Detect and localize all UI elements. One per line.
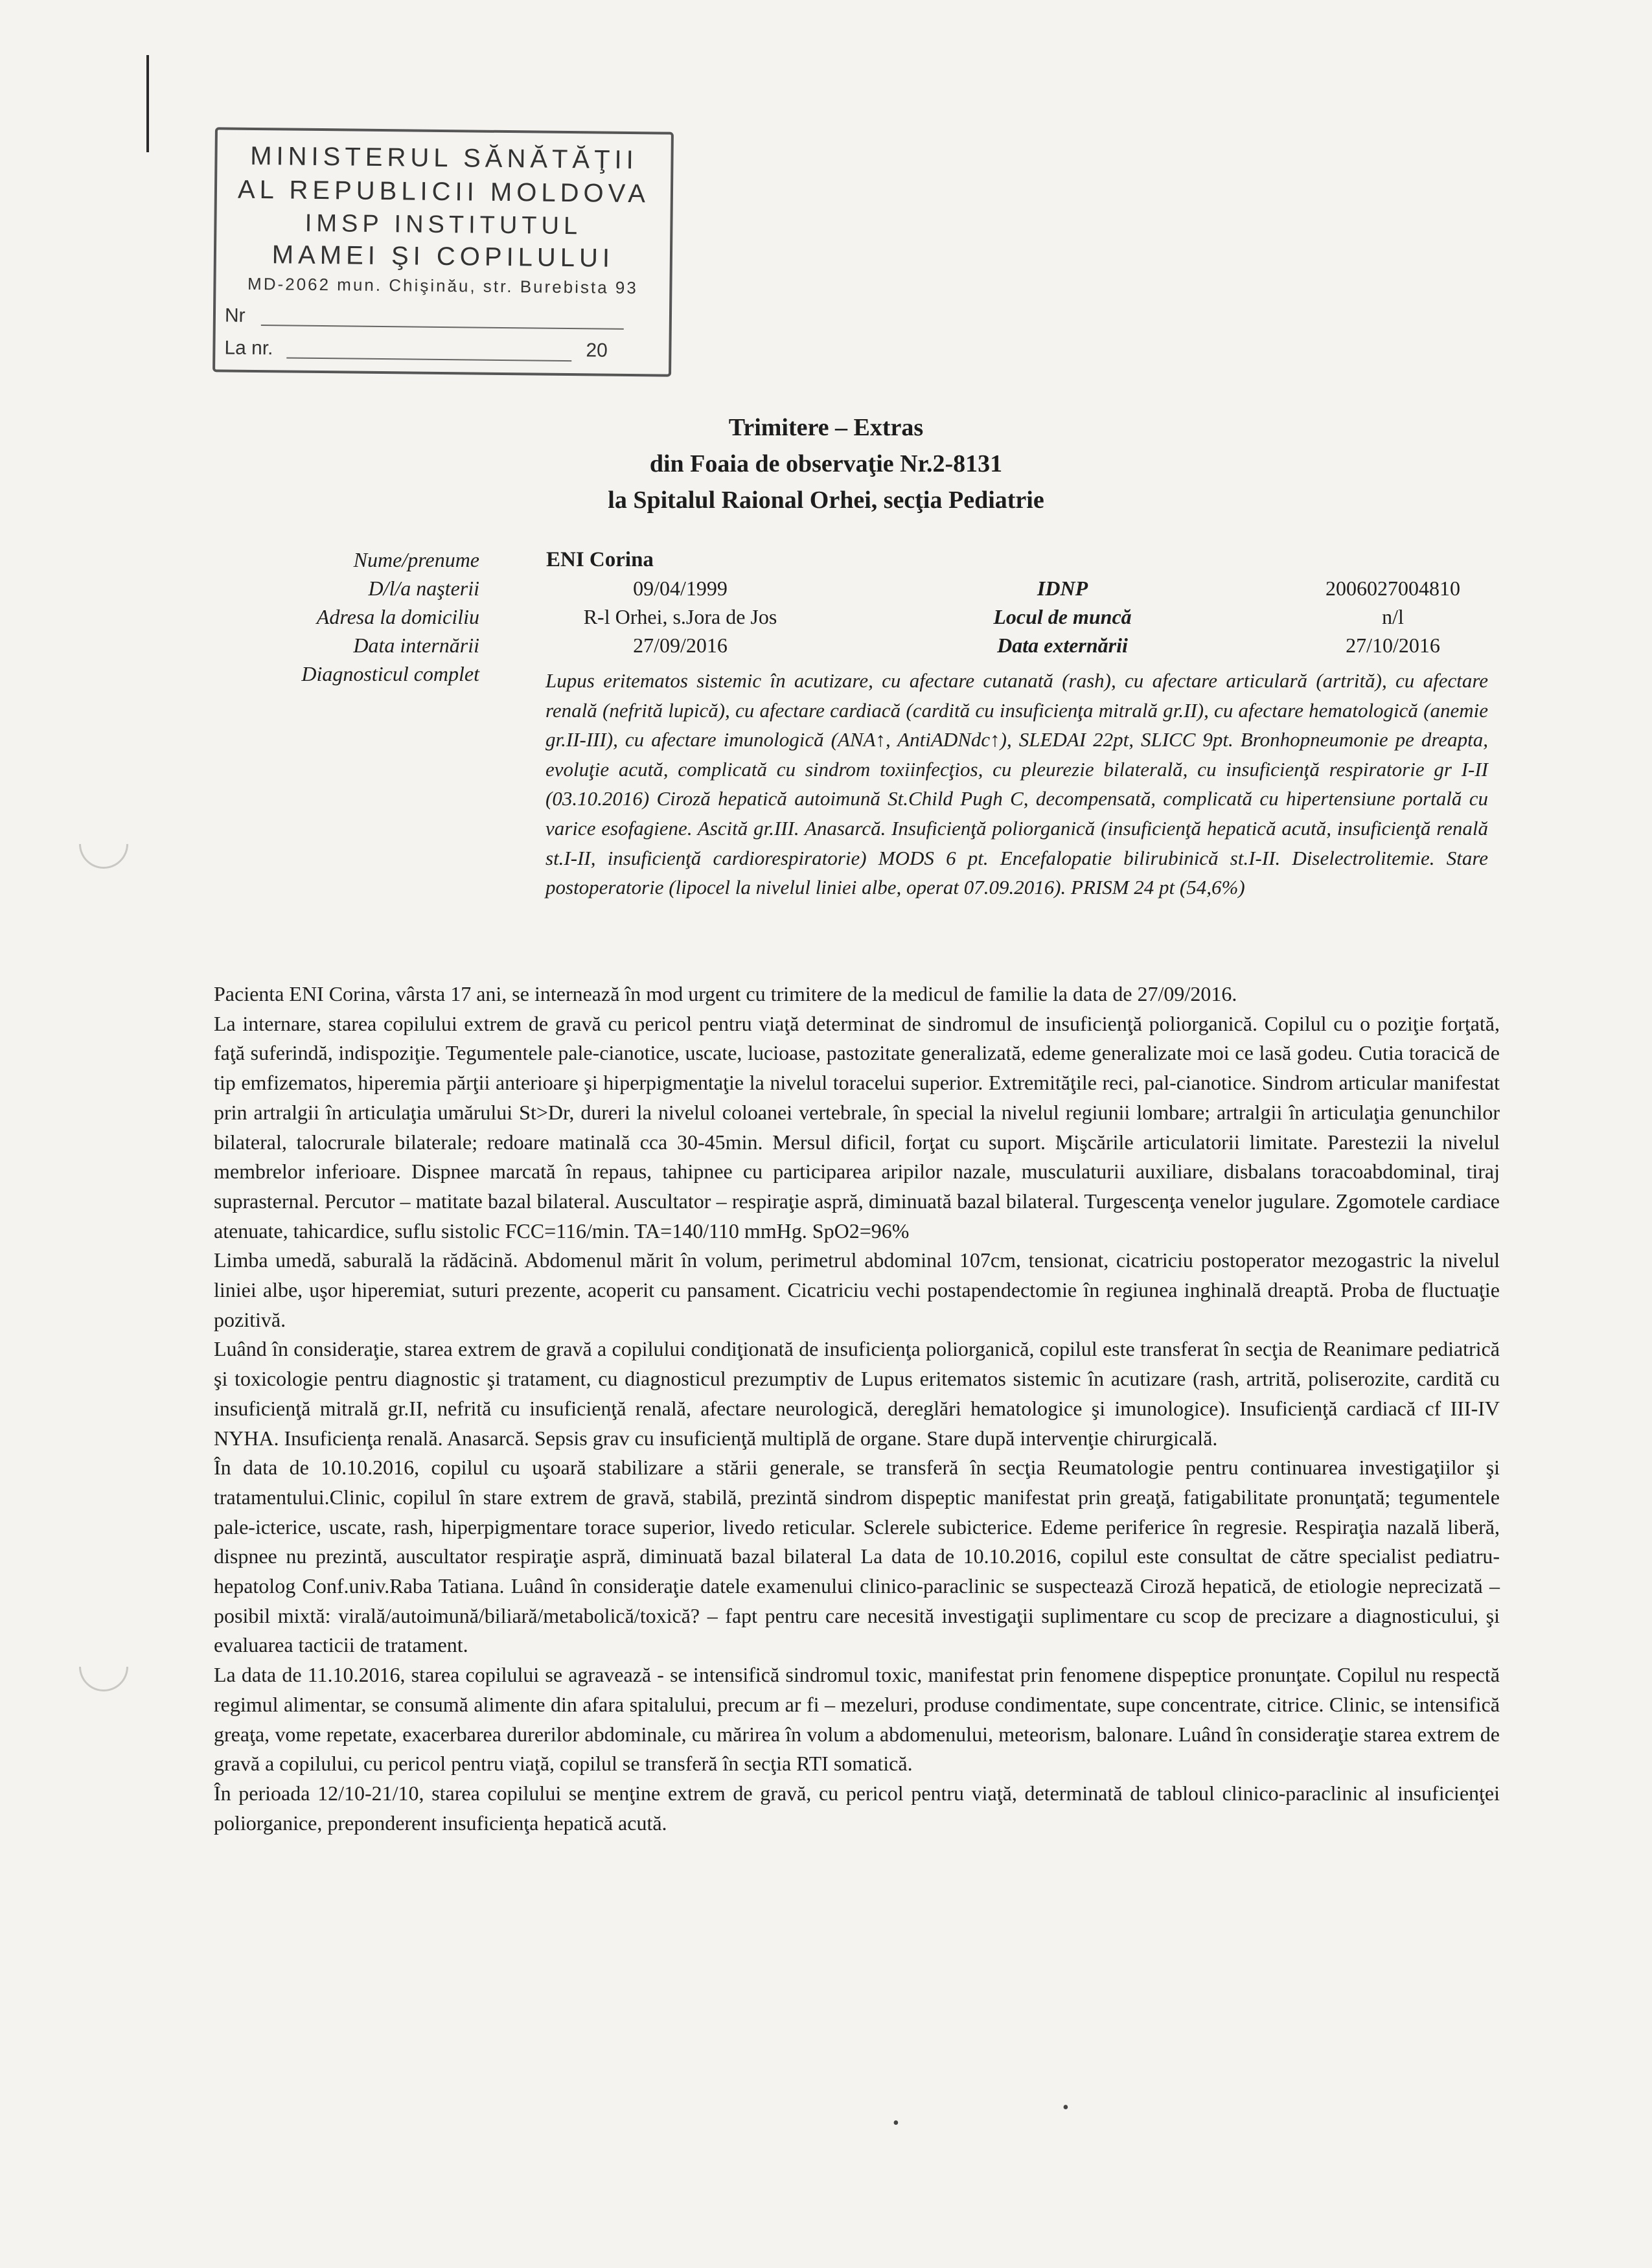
discharge-date-value: 27/10/2016 xyxy=(1346,634,1440,657)
discharge-date-label: Data externării xyxy=(997,634,1128,657)
dob-value: 09/04/1999 xyxy=(633,577,728,600)
stamp-line: AL REPUBLICII MOLDOVA xyxy=(237,175,650,209)
punch-hole-mark xyxy=(69,809,138,878)
name-label: Nume/prenume xyxy=(353,548,479,571)
document-subtitle: la Spitalul Raional Orhei, secţia Pediatrie xyxy=(608,487,1044,514)
institution-stamp xyxy=(212,127,674,376)
document-subtitle: din Foaia de observaţie Nr.2-8131 xyxy=(649,450,1003,477)
stamp-address: MD-2062 mun. Chişinău, str. Burebista 93 xyxy=(247,273,638,298)
stamp-line: IMSP INSTITUTUL xyxy=(304,209,582,240)
workplace-value: n/l xyxy=(1382,605,1404,628)
margin-mark xyxy=(146,55,149,152)
diagnosis-label: Diagnosticul complet xyxy=(301,662,479,685)
admit-date-label: Data internării xyxy=(353,634,479,657)
narrative-paragraph: La data de 11.10.2016, starea copilului se agravează - se intensifică sindromul toxic, manifestat prin fenomene dispeptice pronunţate. Copilul nu respectă regimul alimentar, se consumă alimente din afara spitalului, precum ar fi – mezeluri, produse condimentate, supe concentrate, citrice. Clinic, se intensifică greaţa, vome repetate, exacerbarea durerilor abdominale, cu mărirea în volum a abdomenului, meteorism, balonare. Luând în consideraţie starea extrem de gravă a copilului, cu pericol pentru viaţă, copilul se transferă în secţia RTI somatică. xyxy=(214,1663,1500,1776)
idnp-value: 2006027004810 xyxy=(1325,577,1460,600)
narrative-paragraph: În perioada 12/10-21/10, starea copilului se menţine extrem de gravă, cu pericol pentru viaţă, determinată de tabloul clinico-paraclinic al insuficienţei poliorganice, preponderent insuficienţa hepatică acută. xyxy=(214,1781,1500,1835)
stamp-rule xyxy=(261,325,624,330)
patient-name: ENI Corina xyxy=(546,548,654,571)
narrative-paragraph: În data de 10.10.2016, copilul cu uşoară stabilizare a stării generale, se transferă în secţia Reumatologie pentru continuarea investigaţiilor şi tratamentului.Clinic, copilul în stare extrem de gravă, stabilă, prezintă sindrom dispeptic manifestat prin greaţă, fatigabilitate pronunţată; tegumentele pale-icterice, uscate, rash, hiperpigmentare torace superior, livedo reticular. Sclerele subicterice. Edeme periferice în regresie. Respiraţia nazală liberă, dispnee nu prezintă, auscultator respiraţie aspră, diminuată bazal bilateral La data de 10.10.2016, copilul este consultat de către specialist pediatru-hepatolog Conf.univ.Raba Tatiana. Luând în consideraţie datele examenului clinico-paraclinic se suspectează Ciroză hepatică, de etiologie neprecizată – posibil mixtă: virală/autoimună/biliară/metabolică/toxică? – fapt pentru care necesită investigaţii suplimentare cu scop de precizare a diagnosticului, şi evaluarea tacticii de tratament. xyxy=(214,1456,1500,1657)
narrative-paragraph: La internare, starea copilului extrem de gravă cu pericol pentru viaţă determinat de sindromul de insuficienţă poliorganică. Copilul cu o poziţie forţată, faţă suferindă, indispoziţie. Tegumentele pale-cianotice, uscate, lucioase, pastozitate generalizată, edeme generalizate moi ce lasă godeu. Cutia toracică de tip emfizematos, hiperemia părţii anterioare şi hiperpigmentaţie la nivelul toracelui superior. Extremităţile reci, pal-cianotice. Sindrom articular manifestat prin artralgii în articulaţia umărului St>Dr, dureri la nivelul coloanei vertebrale, în special la nivelul regiunii lombare; artralgii în articulaţia genunchilor bilateral, talocrurale bilaterale; redoare matinală cca 30-45min. Mersul dificil, forţat cu suport. Mişcările articulatorii limitate. Parestezii la nivelul membrelor inferioare. Dispnee marcată în repaus, tahipnee cu participarea aripilor nazale, musculaturii auxiliare, disbalans toracoabdominal, tiraj suprasternal. Percutor – matitate bazal bilateral. Auscultator – respiraţie aspră, diminuată bazal bilateral. Turgescenţa venelor jugulare. Zgomotele cardiace atenuate, tahicardice, suflu sistolic FCC=116/min. TA=140/110 mmHg. SpO2=96% xyxy=(214,1011,1500,1243)
case-narrative xyxy=(214,979,1500,1838)
address-label: Adresa la domiciliu xyxy=(316,605,479,628)
narrative-paragraph: Pacienta ENI Corina, vârsta 17 ani, se internează în mod urgent cu trimitere de la medicul de familie la data de 27/09/2016. xyxy=(214,982,1237,1005)
stamp-number: 20 xyxy=(586,339,608,361)
narrative-paragraph: Luând în consideraţie, starea extrem de gravă a copilului condiţionată de insuficienţa poliorganică, copilul este transferat în secţia de Reanimare pediatrică şi toxicologie pentru diagnostic şi tratament, cu diagnosticul prezumptiv de Lupus eritematos sistemic în acutizare (rash, artrită, poliserozite, cardită cu insuficienţă mitrală gr.II, nefrită cu insuficienţă renală, afectare neurologică, dereglări hematologice şi imunologice). Insuficienţă cardiacă cf III-IV NYHA. Insuficienţa renală. Anasarcă. Sepsis grav cu insuficienţă multiplă de organe. Stare după intervenţie chirurgicală. xyxy=(214,1337,1500,1450)
workplace-label: Locul de muncă xyxy=(993,605,1132,628)
scan-speck: • xyxy=(1062,2098,1069,2118)
stamp-line: MAMEI ŞI COPILULUI xyxy=(271,240,615,273)
scan-speck: • xyxy=(893,2113,899,2133)
narrative-paragraph: Limba umedă, saburală la rădăcină. Abdomenul mărit în volum, perimetrul abdominal 107cm, tensionat, cicatriciu postoperator mezogastric la nivelul liniei albe, uşor hiperemiat, suturi prezente, acoperit cu pansament. Cicatriciu vechi postapendectomie în regiunea inghinală dreaptă. Proba de fluctuaţie pozitivă. xyxy=(214,1248,1500,1331)
dob-label: D/l/a naşterii xyxy=(368,577,479,600)
punch-hole-mark xyxy=(69,1632,138,1701)
stamp-rule xyxy=(286,357,571,361)
stamp-la-nr: La nr. xyxy=(224,337,273,360)
diagnosis-text: Lupus eritematos sistemic în acutizare, cu afectare cutanată (rash), cu afectare articulară (artrită), cu afectare renală (nefrită lupică), cu afectare cardiacă (cardită cu insuficienţa mitrală gr.II), cu afectare hematologică (anemie gr.II-III), cu afectare imunologică (ANA↑, AntiADNdc↑), SLEDAI 22pt, SLICC 9pt. Bronhopneumonie pe dreapta, evoluţie acută, complicată cu sindrom toxiinfecţios, cu pleurezie bilaterală, cu insuficienţă respiratorie gr I-II (03.10.2016) Ciroză hepatică autoimună St.Child Pugh C, decompensată, complicată cu hipertensiune portală cu varice esofagiene. Ascită gr.III. Anasarcă. Insuficienţă poliorganică (insuficienţă hepatică acută, insuficienţă renală st.I-II, insuficienţă cardiorespiratorie) MODS 6 pt. Encefalopatie bilirubinică st.I-II. Diselectrolitemie. Stare postoperatorie (lipocel la nivelul liniei albe, operat 07.09.2016). PRISM 24 pt (54,6%) xyxy=(545,669,1488,899)
stamp-line: MINISTERUL SĂNĂTĂŢII xyxy=(250,141,639,175)
stamp-nr: Nr xyxy=(224,304,246,326)
idnp-label: IDNP xyxy=(1037,577,1088,600)
address-value: R-l Orhei, s.Jora de Jos xyxy=(583,605,777,628)
admit-date-value: 27/09/2016 xyxy=(633,634,728,657)
document-title: Trimitere – Extras xyxy=(728,414,924,441)
